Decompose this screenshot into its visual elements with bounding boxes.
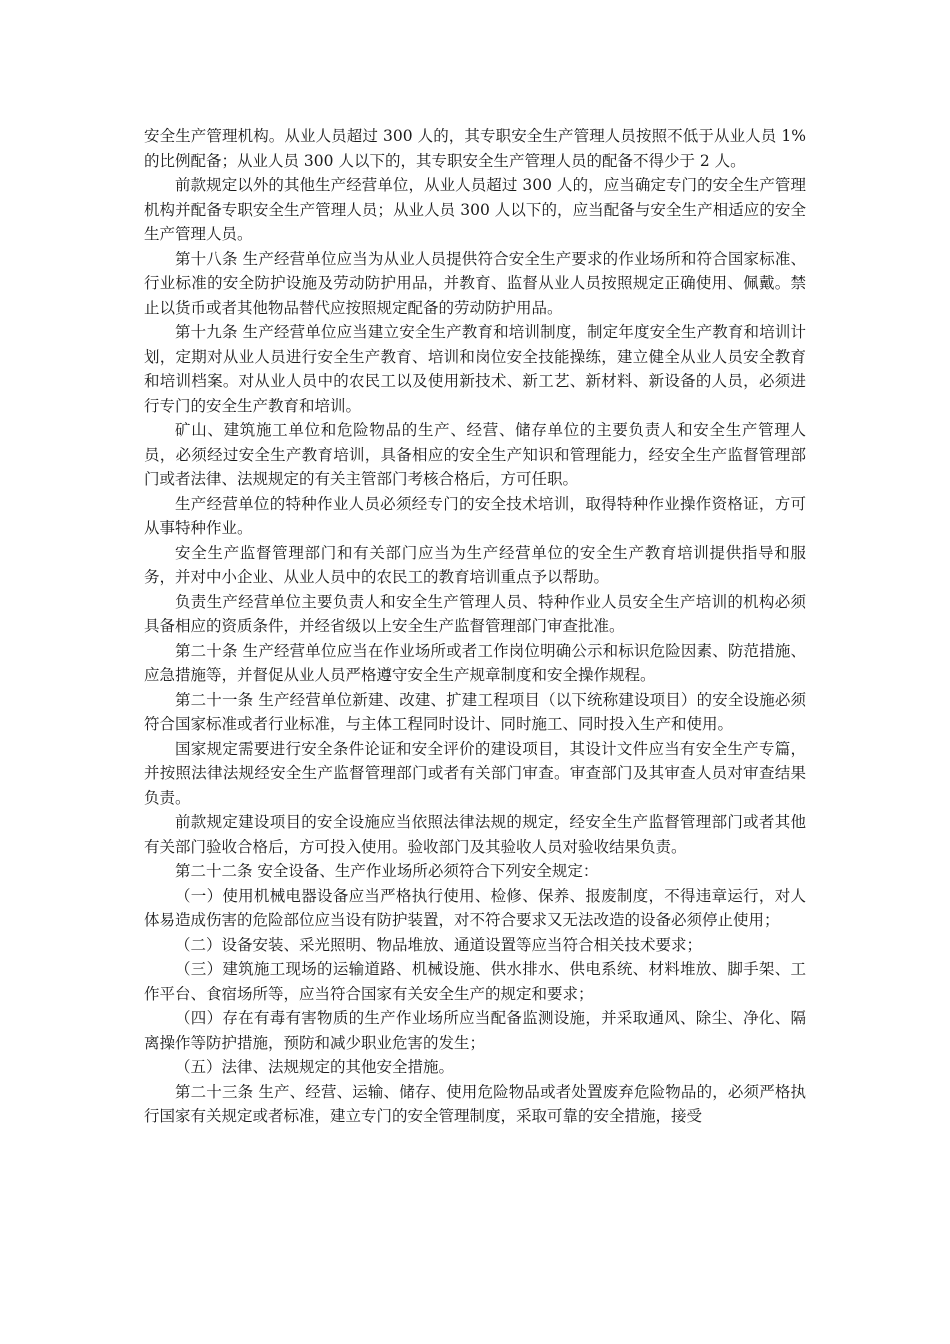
document-page: [144, 124, 806, 1129]
article-21-paragraph: 第二十一条 生产经营单位新建、改建、扩建工程项目（以下统称建设项目）的安全设施必须符合国家标准或者行业标准，与主体工程同时设计、同时施工、同时投入生产和使用。: [144, 690, 806, 733]
article-18-paragraph: 第十八条 生产经营单位应当为从业人员提供符合安全生产要求的作业场所和符合国家标准、行业标准的安全防护设施及劳动防护用品，并教育、监督从业人员按照规定正确使用、佩戴。禁止以货币或者其他物品替代应按照规定配备的劳动防护用品。: [144, 249, 806, 317]
paragraph: 负责生产经营单位主要负责人和安全生产管理人员、特种作业人员安全生产培训的机构必须具备相应的资质条件，并经省级以上安全生产监督管理部门审查批准。: [144, 592, 806, 635]
article-23-paragraph: 第二十三条 生产、经营、运输、储存、使用危险物品或者处置废弃危险物品的，必须严格执行国家有关规定或者标准，建立专门的安全管理制度，采取可靠的安全措施，接受: [144, 1082, 806, 1125]
paragraph: 生产经营单位的特种作业人员必须经专门的安全技术培训，取得特种作业操作资格证，方可从事特种作业。: [144, 494, 806, 537]
paragraph: 矿山、建筑施工单位和危险物品的生产、经营、储存单位的主要负责人和安全生产管理人员，必须经过安全生产教育培训，具备相应的安全生产知识和管理能力，经安全生产监督管理部门或者法律、法规规定的有关主管部门考核合格后，方可任职。: [144, 421, 806, 488]
paragraph: 前款规定以外的其他生产经营单位，从业人员超过 300 人的，应当确定专门的安全生产管理机构并配备专职安全生产管理人员；从业人员 300 人以下的，应当配备与安全生产相适应的安全生产管理人员。: [144, 176, 806, 243]
list-item: （二）设备安装、采光照明、物品堆放、通道设置等应当符合相关技术要求；: [175, 935, 703, 954]
list-item: （四）存在有毒有害物质的生产作业场所应当配备监测设施，并采取通风、除尘、净化、隔离操作等防护措施，预防和减少职业危害的发生；: [144, 1009, 806, 1052]
list-item: （五）法律、法规规定的其他安全措施。: [175, 1058, 455, 1076]
article-19-paragraph: 第十九条 生产经营单位应当建立安全生产教育和培训制度，制定年度安全生产教育和培训计划，定期对从业人员进行安全生产教育、培训和岗位安全技能操练，建立健全从业人员安全教育和培训档案。对从业人员中的农民工以及使用新技术、新工艺、新材料、新设备的人员，必须进行专门的安全生产教育和培训。: [144, 323, 806, 415]
paragraph: 国家规定需要进行安全条件论证和安全评价的建设项目，其设计文件应当有安全生产专篇，并按照法律法规经安全生产监督管理部门或者有关部门审查。审查部门及其审查人员对审查结果负责。: [144, 739, 806, 807]
list-item: （一）使用机械电器设备应当严格执行使用、检修、保养、报废制度，不得违章运行，对人体易造成伤害的危险部位应当设有防护装置，对不符合要求又无法改造的设备必须停止使用；: [144, 886, 806, 929]
paragraph: 安全生产监督管理部门和有关部门应当为生产经营单位的安全生产教育培训提供指导和服务，并对中小企业、从业人员中的农民工的教育培训重点予以帮助。: [144, 543, 806, 586]
article-20-paragraph: 第二十条 生产经营单位应当在作业场所或者工作岗位明确公示和标识危险因素、防范措施、应急措施等，并督促从业人员严格遵守安全生产规章制度和安全操作规程。: [144, 641, 806, 684]
list-item: （三）建筑施工现场的运输道路、机械设施、供水排水、供电系统、材料堆放、脚手架、工作平台、食宿场所等，应当符合国家有关安全生产的规定和要求；: [144, 960, 806, 1003]
paragraph: 前款规定建设项目的安全设施应当依照法律法规的规定，经安全生产监督管理部门或者其他有关部门验收合格后，方可投入使用。验收部门及其验收人员对验收结果负责。: [144, 813, 806, 856]
paragraph: 安全生产管理机构。从业人员超过 300 人的，其专职安全生产管理人员按照不低于从业人员 1%的比例配备；从业人员 300 人以下的，其专职安全生产管理人员的配备不得少于 2 人。: [144, 127, 806, 170]
article-22-paragraph: 第二十二条 安全设备、生产作业场所必须符合下列安全规定：: [175, 862, 599, 880]
